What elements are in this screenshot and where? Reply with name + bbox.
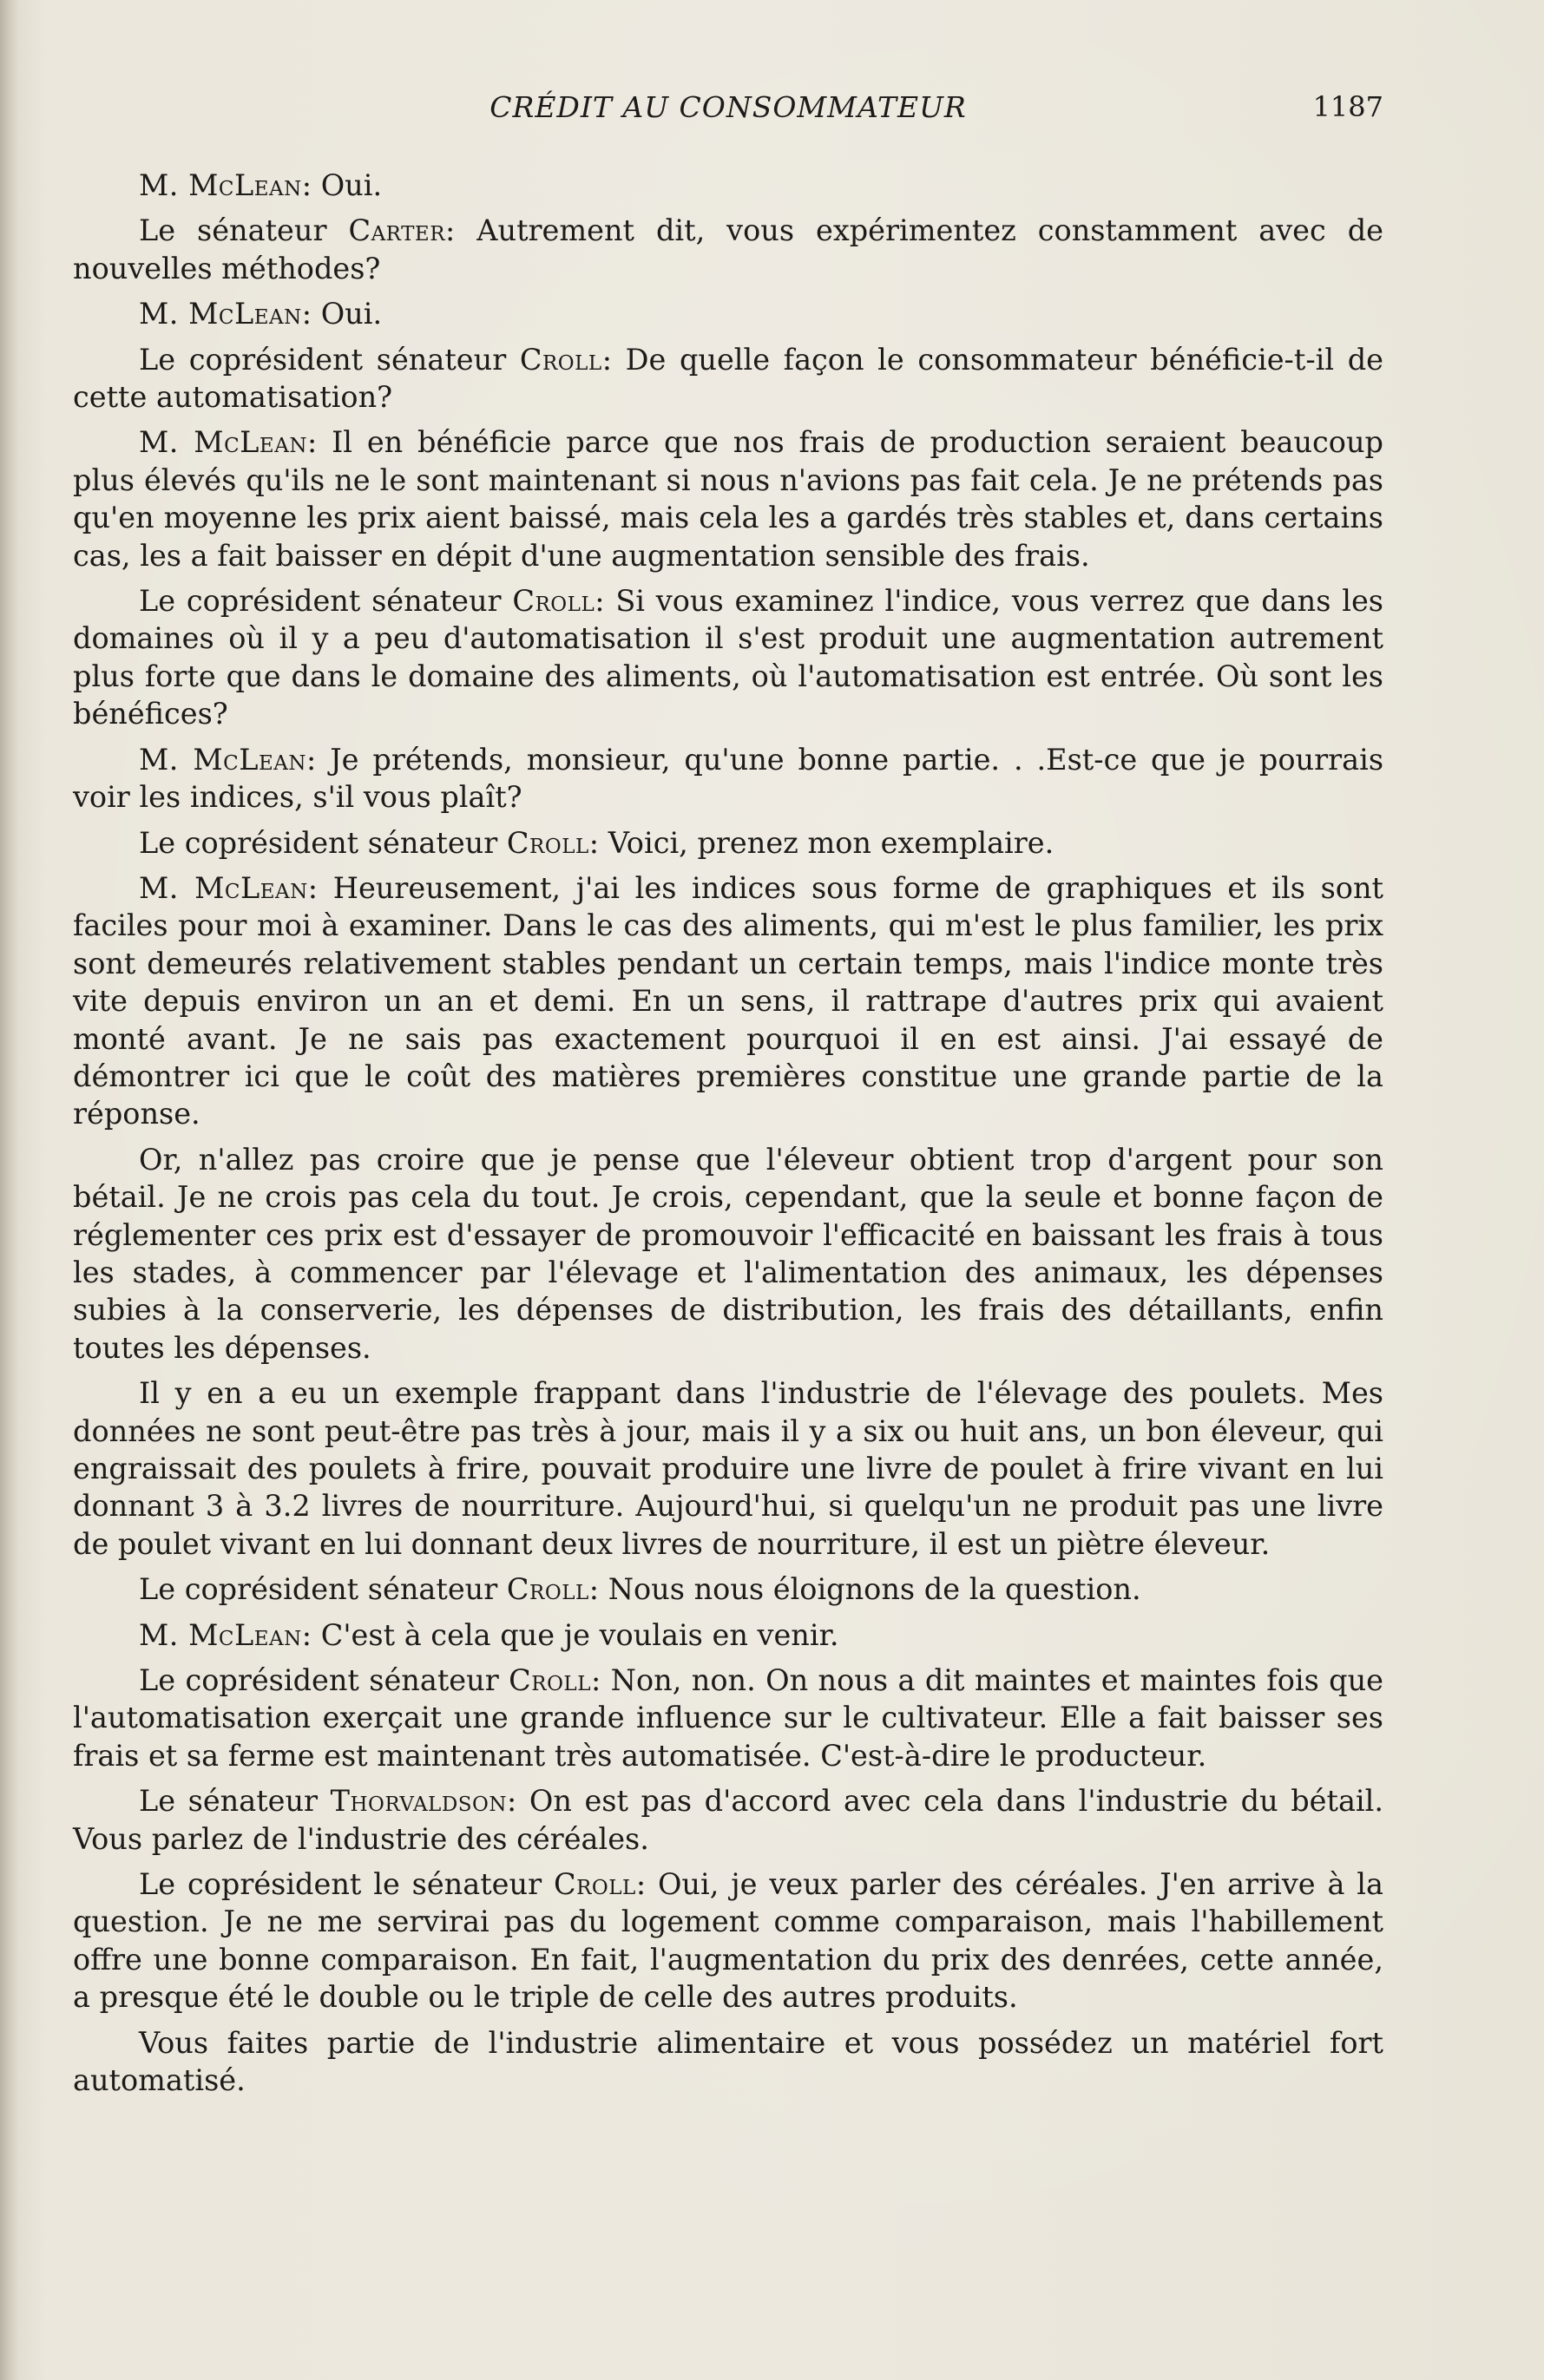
speaker-name: Thorvaldson bbox=[330, 1784, 508, 1819]
paragraph: Le coprésident sénateur Croll: Voici, prenez mon exemplaire. bbox=[139, 825, 1055, 860]
running-head bbox=[73, 87, 1383, 139]
speaker-name: M. McLean bbox=[139, 742, 307, 777]
speaker-title: Le coprésident sénateur bbox=[139, 584, 513, 619]
paragraph: M. McLean: Il en bénéficie parce que nos frais de production seraient beaucoup plus élevés qu'ils ne le sont maintenant si nous n'avions pas fait cela. Je ne prétends pas qu'en moyenne les prix aient baissé, mais cela les a gardés très stables et, dans certains cas, les a fait baisser en dépit d'une augmentation sensible des frais. bbox=[73, 425, 1383, 573]
paragraph-text: Non, non. On nous a dit maintes et maintes fois que l'automatisation exerçait une grande influence sur le cultivateur. Elle a fait baisser ses frais et sa ferme est maintenant très automatisée. C'est-à-dire le producteur. bbox=[73, 1663, 1384, 1773]
paragraph-text: Oui. bbox=[320, 168, 383, 202]
speaker-name: Croll bbox=[509, 1663, 591, 1698]
paragraph: Le coprésident le sénateur Croll: Oui, je veux parler des céréales. J'en arrive à la question. Je ne me servirai pas du logement comme comparaison, mais l'habillement offre une bonne comparaison. En fait, l'augmentation du prix des denrées, cette année, a presque été le double ou le triple de celle des autres produits. bbox=[73, 1867, 1383, 2015]
paragraph: M. McLean: Je prétends, monsieur, qu'une bonne partie. . .Est-ce que je pourrais voir les indices, s'il vous plaît? bbox=[73, 742, 1384, 815]
paragraph bbox=[73, 2024, 1383, 2100]
speaker-title: Le coprésident sénateur bbox=[139, 1572, 507, 1607]
speaker-name: M. McLean bbox=[139, 870, 308, 905]
paragraph-text: Nous nous éloignons de la question. bbox=[608, 1572, 1141, 1607]
speaker-name: Croll bbox=[553, 1867, 636, 1902]
paragraph-text: Voici, prenez mon exemplaire. bbox=[608, 825, 1055, 860]
paragraph-text: Oui. bbox=[320, 297, 383, 331]
paragraph: Le coprésident sénateur Croll: De quelle façon le consommateur bénéficie-t-il de cette automatisation? bbox=[73, 342, 1383, 415]
speaker-name: Croll bbox=[506, 1572, 589, 1607]
running-title: CRÉDIT AU CONSOMMATEUR bbox=[489, 90, 967, 124]
paragraph: M. McLean: Oui. bbox=[139, 297, 383, 331]
speaker-name: Croll bbox=[506, 825, 589, 860]
paragraph: Le coprésident sénateur Croll: Si vous examinez l'indice, vous verrez que dans les domaines où il y a peu d'automatisation il s'est produit une augmentation autrement plus forte que dans le domaine des aliments, où l'automatisation est entrée. Où sont les bénéfices? bbox=[73, 584, 1383, 731]
paragraph bbox=[73, 1374, 1383, 1563]
speaker-title: Le coprésident sénateur bbox=[139, 825, 507, 860]
paragraph-text: Il y en a eu un exemple frappant dans l'industrie de l'élevage des poulets. Mes données ne sont peut-être pas très à jour, mais il y a six ou huit ans, un bon éleveur, qui engraissait des poulets à frire, pouvait produire une livre de poulet à frire vivant en lui donnant 3 à 3.2 livres de nourriture. Aujourd'hui, si quelqu'un ne produit pas une livre de poulet vivant en lui donnant deux livres de nourriture, il est un piètre éleveur. bbox=[73, 1376, 1383, 1561]
paragraph: Le sénateur Thorvaldson: On est pas d'accord avec cela dans l'industrie du bétail. Vous parlez de l'industrie des céréales. bbox=[73, 1784, 1384, 1856]
paragraph: Le coprésident sénateur Croll: Nous nous éloignons de la question. bbox=[139, 1572, 1141, 1607]
speaker-name: M. McLean bbox=[139, 297, 302, 331]
paragraph-text: Si vous examinez l'indice, vous verrez que dans les domaines où il y a peu d'automatisation il s'est produit une augmentation autrement plus forte que dans le domaine des aliments, où l'automatisation est entrée. Où sont les bénéfices? bbox=[73, 584, 1383, 731]
speaker-title: Le sénateur bbox=[139, 1784, 331, 1819]
speaker-title: Le sénateur bbox=[139, 213, 349, 248]
speaker-name: M. McLean bbox=[139, 168, 302, 202]
paragraph: M. McLean: C'est à cela que je voulais en venir. bbox=[139, 1617, 839, 1652]
body-text bbox=[73, 167, 1383, 2108]
paragraph: Le coprésident sénateur Croll: Non, non. On nous a dit maintes et maintes fois que l'automatisation exerçait une grande influence sur le cultivateur. Elle a fait baisser ses frais et sa ferme est maintenant très automatisée. C'est-à-dire le producteur. bbox=[73, 1663, 1384, 1773]
paragraph-text: Oui, je veux parler des céréales. J'en arrive à la question. Je ne me servirai pas du logement comme comparaison, mais l'habillement offre une bonne comparaison. En fait, l'augmentation du prix des denrées, cette année, a presque été le double ou le triple de celle des autres produits. bbox=[73, 1867, 1383, 2015]
page-number: 1187 bbox=[1312, 90, 1383, 123]
binding-edge bbox=[0, 0, 19, 2380]
paragraph: M. McLean: Oui. bbox=[139, 168, 383, 202]
paragraph-text: C'est à cela que je voulais en venir. bbox=[320, 1617, 839, 1652]
paragraph-text: Or, n'allez pas croire que je pense que l'éleveur obtient trop d'argent pour son bétail. Je ne crois pas cela du tout. Je crois, cependant, que la seule et bonne façon de réglementer ces prix est d'essayer de promouvoir l'efficacité en baissant les frais à tous les stades, à commencer par l'élevage et l'alimentation des animaux, les dépenses subies à la conserverie, les dépenses de distribution, les frais des détaillants, enfin toutes les dépenses. bbox=[73, 1142, 1383, 1365]
paragraph bbox=[73, 1141, 1383, 1367]
speaker-name: M. McLean bbox=[139, 1617, 302, 1652]
speaker-name: M. McLean bbox=[139, 425, 307, 460]
paragraph-text: Il en bénéficie parce que nos frais de production seraient beaucoup plus élevés qu'ils ne le sont maintenant si nous n'avions pas fait cela. Je ne prétends pas qu'en moyenne les prix aient baissé, mais cela les a gardés très stables et, dans certains cas, les a fait baisser en dépit d'une augmentation sensible des frais. bbox=[73, 425, 1383, 573]
speaker-name: Croll bbox=[519, 342, 602, 377]
paragraph-text: Je prétends, monsieur, qu'une bonne partie. . .Est-ce que je pourrais voir les indices, s'il vous plaît? bbox=[73, 742, 1384, 815]
speaker-title: Le coprésident sénateur bbox=[139, 342, 520, 377]
speaker-title: Le coprésident le sénateur bbox=[139, 1867, 554, 1902]
paragraph-text: Heureusement, j'ai les indices sous forme de graphiques et ils sont faciles pour moi à examiner. Dans le cas des aliments, qui m'est le plus familier, les prix sont demeurés relativement stables pendant un certain temps, mais l'indice monte très vite depuis environ un an et demi. En un sens, il rattrape d'autres prix qui avaient monté avant. Je ne sais pas exactement pourquoi il en est ainsi. J'ai essayé de démontrer ici que le coût des matières premières constitue une grande partie de la réponse. bbox=[73, 870, 1383, 1131]
paragraph-text: De quelle façon le consommateur bénéficie-t-il de cette automatisation? bbox=[73, 342, 1383, 415]
paragraph-text: Vous faites partie de l'industrie alimentaire et vous possédez un matériel fort automatisé. bbox=[73, 2025, 1383, 2098]
speaker-name: Carter bbox=[348, 213, 446, 248]
speaker-title: Le coprésident sénateur bbox=[139, 1663, 509, 1698]
paragraph-text: Autrement dit, vous expérimentez constamment avec de nouvelles méthodes? bbox=[73, 213, 1383, 285]
paragraph-text: On est pas d'accord avec cela dans l'industrie du bétail. Vous parlez de l'industrie des céréales. bbox=[73, 1784, 1384, 1856]
paragraph: M. McLean: Heureusement, j'ai les indices sous forme de graphiques et ils sont faciles pour moi à examiner. Dans le cas des aliments, qui m'est le plus familier, les prix sont demeurés relativement stables pendant un certain temps, mais l'indice monte très vite depuis environ un an et demi. En un sens, il rattrape d'autres prix qui avaient monté avant. Je ne sais pas exactement pourquoi il en est ainsi. J'ai essayé de démontrer ici que le coût des matières premières constitue une grande partie de la réponse. bbox=[73, 870, 1383, 1131]
speaker-name: Croll bbox=[512, 584, 595, 619]
paragraph: Le sénateur Carter: Autrement dit, vous expérimentez constamment avec de nouvelles méthodes? bbox=[73, 213, 1383, 285]
